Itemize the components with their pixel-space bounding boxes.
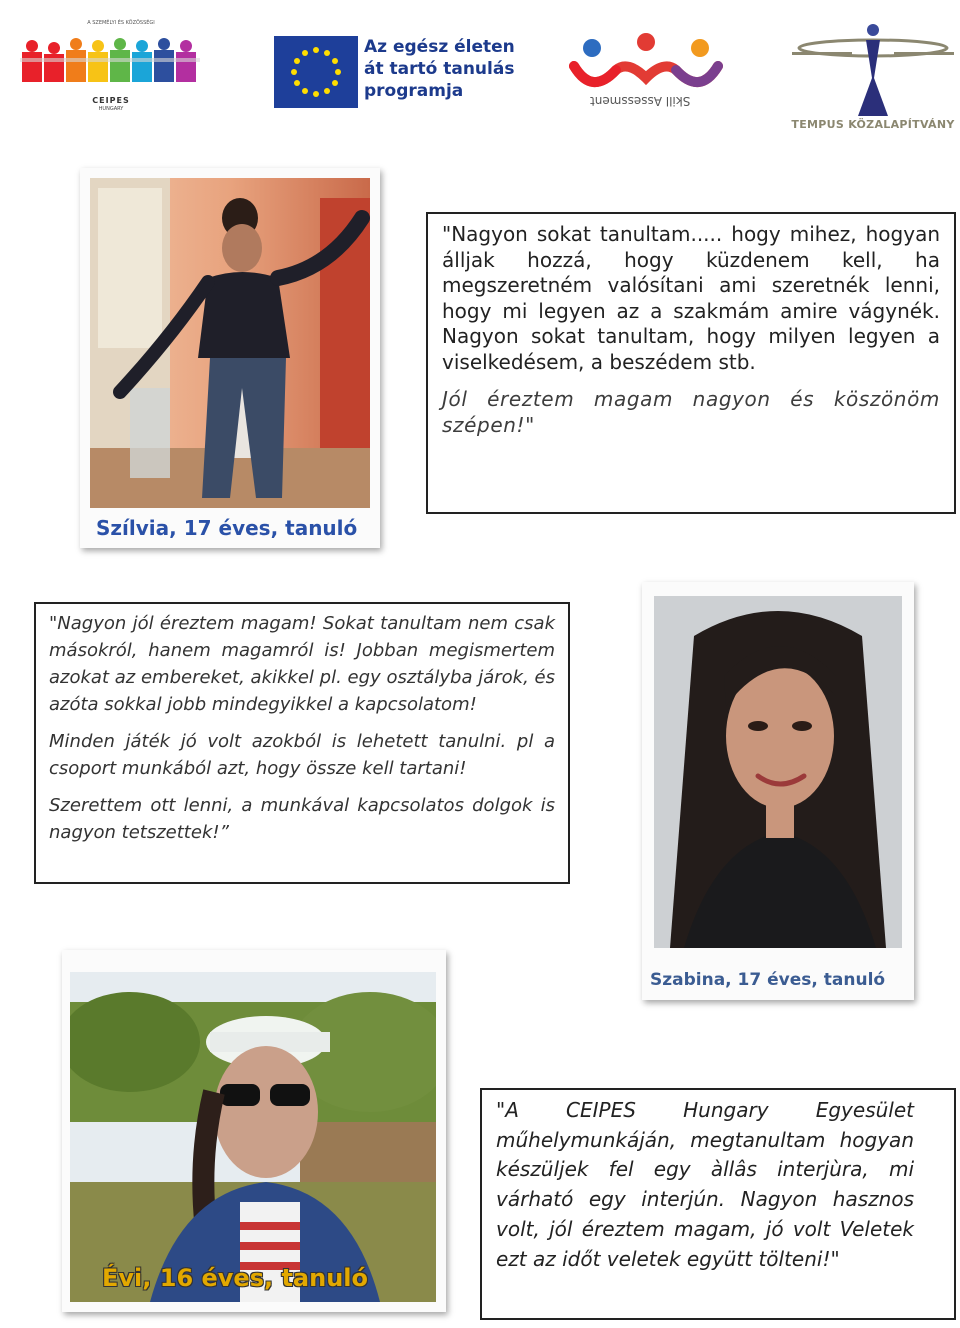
ceipes-top-text: A SZEMÉLYI ÉS KÖZÖSSÉGI <box>87 20 155 26</box>
photo-evi-image <box>70 972 436 1302</box>
quote-szabina-p2: Minden játék jó volt azokból is lehetett tanulni. pl a csoport munkából azt, hogy össze kell tartani! <box>49 731 555 779</box>
quote-evi <box>480 1088 956 1320</box>
tempus-hourglass-icon <box>790 22 956 118</box>
skill-assessment-logo <box>568 30 724 114</box>
eu-program-line-2: át tartó tanulás <box>364 59 515 79</box>
photo-evi <box>62 950 446 1312</box>
eu-program-text <box>364 36 515 102</box>
eu-flag-icon <box>274 36 358 108</box>
quote-szilvia <box>426 212 956 514</box>
photo-szilvia-image <box>90 178 370 508</box>
tempus-caption: TEMPUS KÖZALAPÍTVÁNY <box>791 118 955 131</box>
people-chain-icon <box>20 32 200 88</box>
quote-evi-text: "A CEIPES Hungary Egyesület műhelymunkáján, megtanultam hogyan készüljek fel egy àllâs interjùra, mi várható egy interjún. Nagyon hasznos volt, jól éreztem magam, jó volt Veletek ezt az időt veletek együtt tölteni!" <box>496 1098 914 1271</box>
photo-szilvia <box>80 168 380 548</box>
ceipes-name: CEIPES <box>92 96 130 105</box>
skill-people-icon <box>568 30 724 94</box>
quote-szabina <box>34 602 570 884</box>
tempus-logo <box>790 22 956 132</box>
quote-szilvia-text: "Nagyon sokat tanultam..... hogy mihez, hogyan álljak hozzá, hogy küzdenem kell, ha megszeretném valósítani ami szeretnék lenni, hogy mi legyen az a szakmám amire vágynék. Nagyon sokat tanultam, hogy milyen legyen a viselkedésem, a beszédem stb. <box>442 222 940 374</box>
quote-szabina-p3: Szerettem ott lenni, a munkával kapcsolatos dolgok is nagyon tetszettek!” <box>49 795 555 843</box>
photo-szabina-caption: Szabina, 17 éves, tanuló <box>650 970 886 990</box>
quote-szilvia-closing: Jól éreztem magam nagyon és köszönöm szépen!" <box>442 387 940 437</box>
eu-program-logo <box>274 36 515 108</box>
ceipes-logo <box>16 18 202 114</box>
skill-caption: Skill Assessment <box>590 94 691 108</box>
eu-program-line-1: Az egész életen <box>364 37 515 57</box>
ceipes-sub: HUNGARY <box>98 106 124 112</box>
eu-program-line-3: programja <box>364 81 464 101</box>
quote-szabina-p1: "Nagyon jól éreztem magam! Sokat tanultam nem csak másokról, hanem magamról is! Jobban megismertem azokat az embereket, akikkel pl. egy osztályba járok, és azóta sokkal jobb mindegyikkel a kapcsolatom! <box>49 613 555 715</box>
photo-szabina <box>642 582 914 1000</box>
photo-szilvia-caption: Szílvia, 17 éves, tanuló <box>96 516 358 540</box>
photo-szabina-image <box>654 596 902 948</box>
photo-evi-caption: Évi, 16 éves, tanuló <box>102 1264 369 1292</box>
